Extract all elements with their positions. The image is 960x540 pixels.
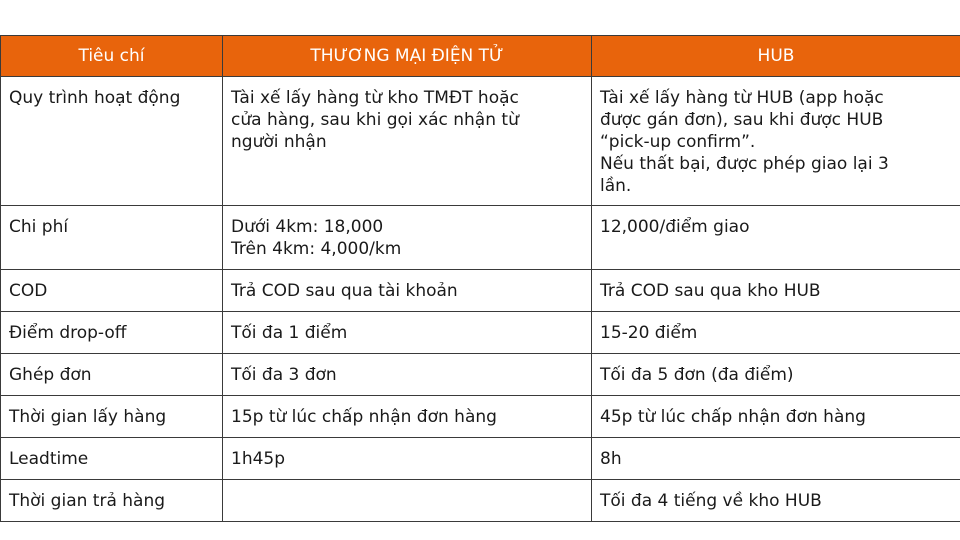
hub-cell (592, 438, 960, 480)
hub-cell-line: 8h (600, 449, 622, 469)
hub-cell-line: Tài xế lấy hàng từ HUB (app hoặc (600, 88, 884, 108)
ecommerce-cell-line: 15p từ lúc chấp nhận đơn hàng (231, 407, 497, 427)
header-hub: HUB (592, 36, 960, 77)
ecommerce-cell-line: Tối đa 3 đơn (231, 365, 337, 385)
hub-cell-line: Tối đa 4 tiếng về kho HUB (600, 491, 822, 511)
ecommerce-cell (223, 480, 592, 522)
ecommerce-cell (223, 438, 592, 480)
hub-cell-line: Nếu thất bại, được phép giao lại 3 (600, 154, 889, 174)
table-row (1, 206, 960, 270)
ecommerce-cell-line: cửa hàng, sau khi gọi xác nhận từ (231, 110, 519, 130)
ecommerce-cell-line: người nhận (231, 132, 327, 152)
hub-cell (592, 270, 960, 312)
ecommerce-cell-line: Tài xế lấy hàng từ kho TMĐT hoặc (231, 88, 519, 108)
criterion-cell: Quy trình hoạt động (1, 77, 223, 206)
table-header (1, 36, 960, 77)
hub-cell (592, 77, 960, 206)
ecommerce-cell (223, 312, 592, 354)
hub-cell (592, 396, 960, 438)
table-row (1, 438, 960, 480)
hub-cell (592, 206, 960, 270)
header-row (1, 36, 960, 77)
criterion-cell: Thời gian trả hàng (1, 480, 223, 522)
criterion-cell: Thời gian lấy hàng (1, 396, 223, 438)
hub-cell (592, 312, 960, 354)
hub-cell-line: 15-20 điểm (600, 323, 698, 343)
criterion-cell: Leadtime (1, 438, 223, 480)
hub-cell (592, 480, 960, 522)
header-criterion: Tiêu chí (1, 36, 223, 77)
hub-cell-line: lần. (600, 176, 632, 196)
ecommerce-cell-line: Dưới 4km: 18,000 (231, 217, 384, 237)
hub-cell-line: Tối đa 5 đơn (đa điểm) (600, 365, 794, 385)
criterion-cell: Điểm drop-off (1, 312, 223, 354)
criterion-cell: Chi phí (1, 206, 223, 270)
hub-cell (592, 354, 960, 396)
hub-cell-line: Trả COD sau qua kho HUB (600, 281, 821, 301)
criterion-cell: Ghép đơn (1, 354, 223, 396)
table-row (1, 396, 960, 438)
table-row (1, 270, 960, 312)
ecommerce-cell (223, 354, 592, 396)
hub-cell-line: “pick-up confirm”. (600, 132, 756, 152)
table-row (1, 312, 960, 354)
comparison-table-container (0, 35, 960, 522)
comparison-table (0, 35, 960, 522)
table-row (1, 354, 960, 396)
hub-cell-line: 45p từ lúc chấp nhận đơn hàng (600, 407, 866, 427)
ecommerce-cell-line: Tối đa 1 điểm (231, 323, 348, 343)
table-row (1, 480, 960, 522)
ecommerce-cell-line: 1h45p (231, 449, 286, 469)
ecommerce-cell (223, 77, 592, 206)
ecommerce-cell-line: Trên 4km: 4,000/km (231, 239, 402, 259)
ecommerce-cell (223, 270, 592, 312)
header-ecommerce: THƯƠNG MẠI ĐIỆN TỬ (223, 36, 592, 77)
ecommerce-cell (223, 396, 592, 438)
hub-cell-line: được gán đơn), sau khi được HUB (600, 110, 884, 130)
ecommerce-cell (223, 206, 592, 270)
ecommerce-cell-line: Trả COD sau qua tài khoản (231, 281, 458, 301)
table-row (1, 77, 960, 206)
hub-cell-line: 12,000/điểm giao (600, 217, 750, 237)
criterion-cell: COD (1, 270, 223, 312)
table-body (1, 77, 960, 522)
